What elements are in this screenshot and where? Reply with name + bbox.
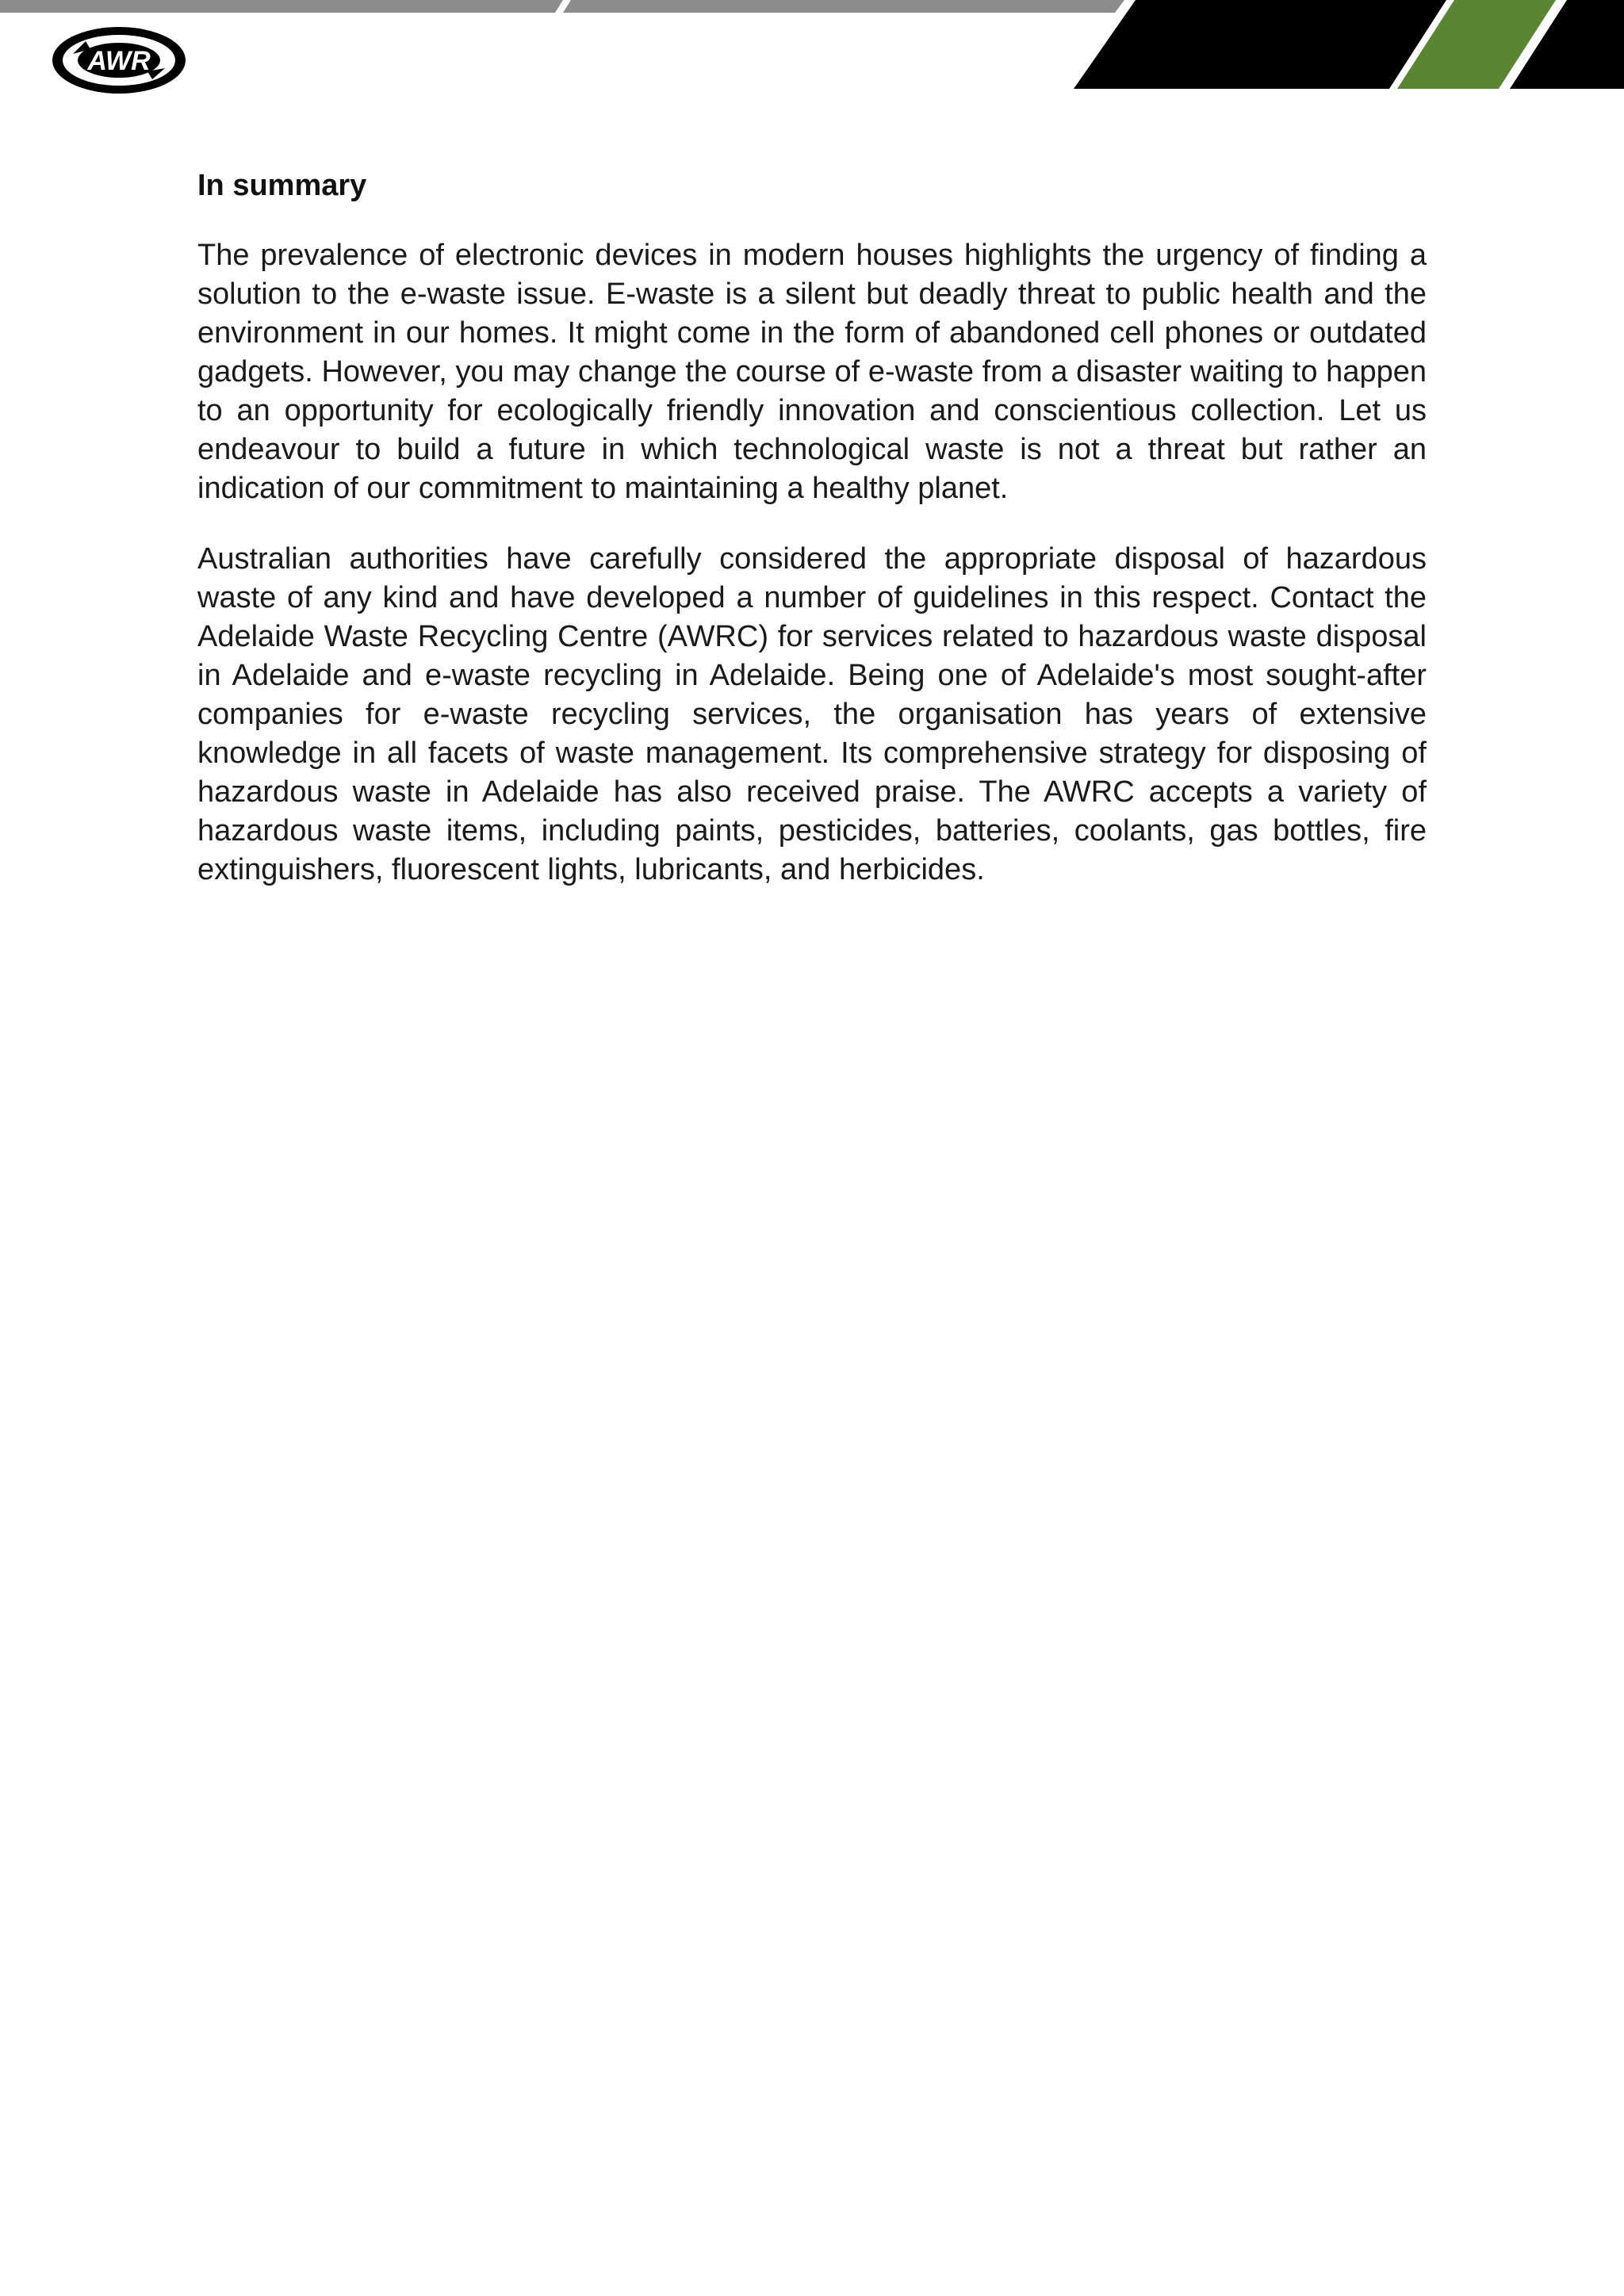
logo-text: AWR xyxy=(87,46,151,76)
authorities-paragraph: Australian authorities have carefully considered the appropriate disposal of hazardous waste of any kind and have developed a number of guidelines in this respect. Contact the Adelaide Waste Recycling Centre (AWRC) for services related to hazardous waste disposal in Adelaide and e-waste recycling in Adelaide. Being one of Adelaide's most sought-after companies for e-waste recycling services, the organisation has years of extensive knowledge in all facets of waste management. Its comprehensive strategy for disposing of hazardous waste in Adelaide has also received praise. The AWRC accepts a variety of hazardous waste items, including paints, pesticides, batteries, coolants, gas bottles, fire extinguishers, fluorescent lights, lubricants, and herbicides. xyxy=(197,542,1427,886)
document-body xyxy=(197,166,1427,921)
header-gray-bar-left xyxy=(0,0,563,13)
header-black-band xyxy=(1074,0,1446,89)
header-band xyxy=(0,0,1624,95)
summary-paragraph: The prevalence of electronic devices in modern houses highlights the urgency of finding a solution to the e-waste issue. E-waste is a silent but deadly threat to public health and the environment in our homes. It might come in the form of abandoned cell phones or outdated gadgets. However, you may change the course of e-waste from a disaster waiting to happen to an opportunity for ecologically friendly innovation and conscientious collection. Let us endeavour to build a future in which technological waste is not a threat but rather an indication of our commitment to maintaining a healthy planet. xyxy=(197,239,1427,505)
awr-logo xyxy=(49,22,189,98)
section-heading: In summary xyxy=(197,169,367,202)
header-gray-bar-right xyxy=(563,0,1124,13)
